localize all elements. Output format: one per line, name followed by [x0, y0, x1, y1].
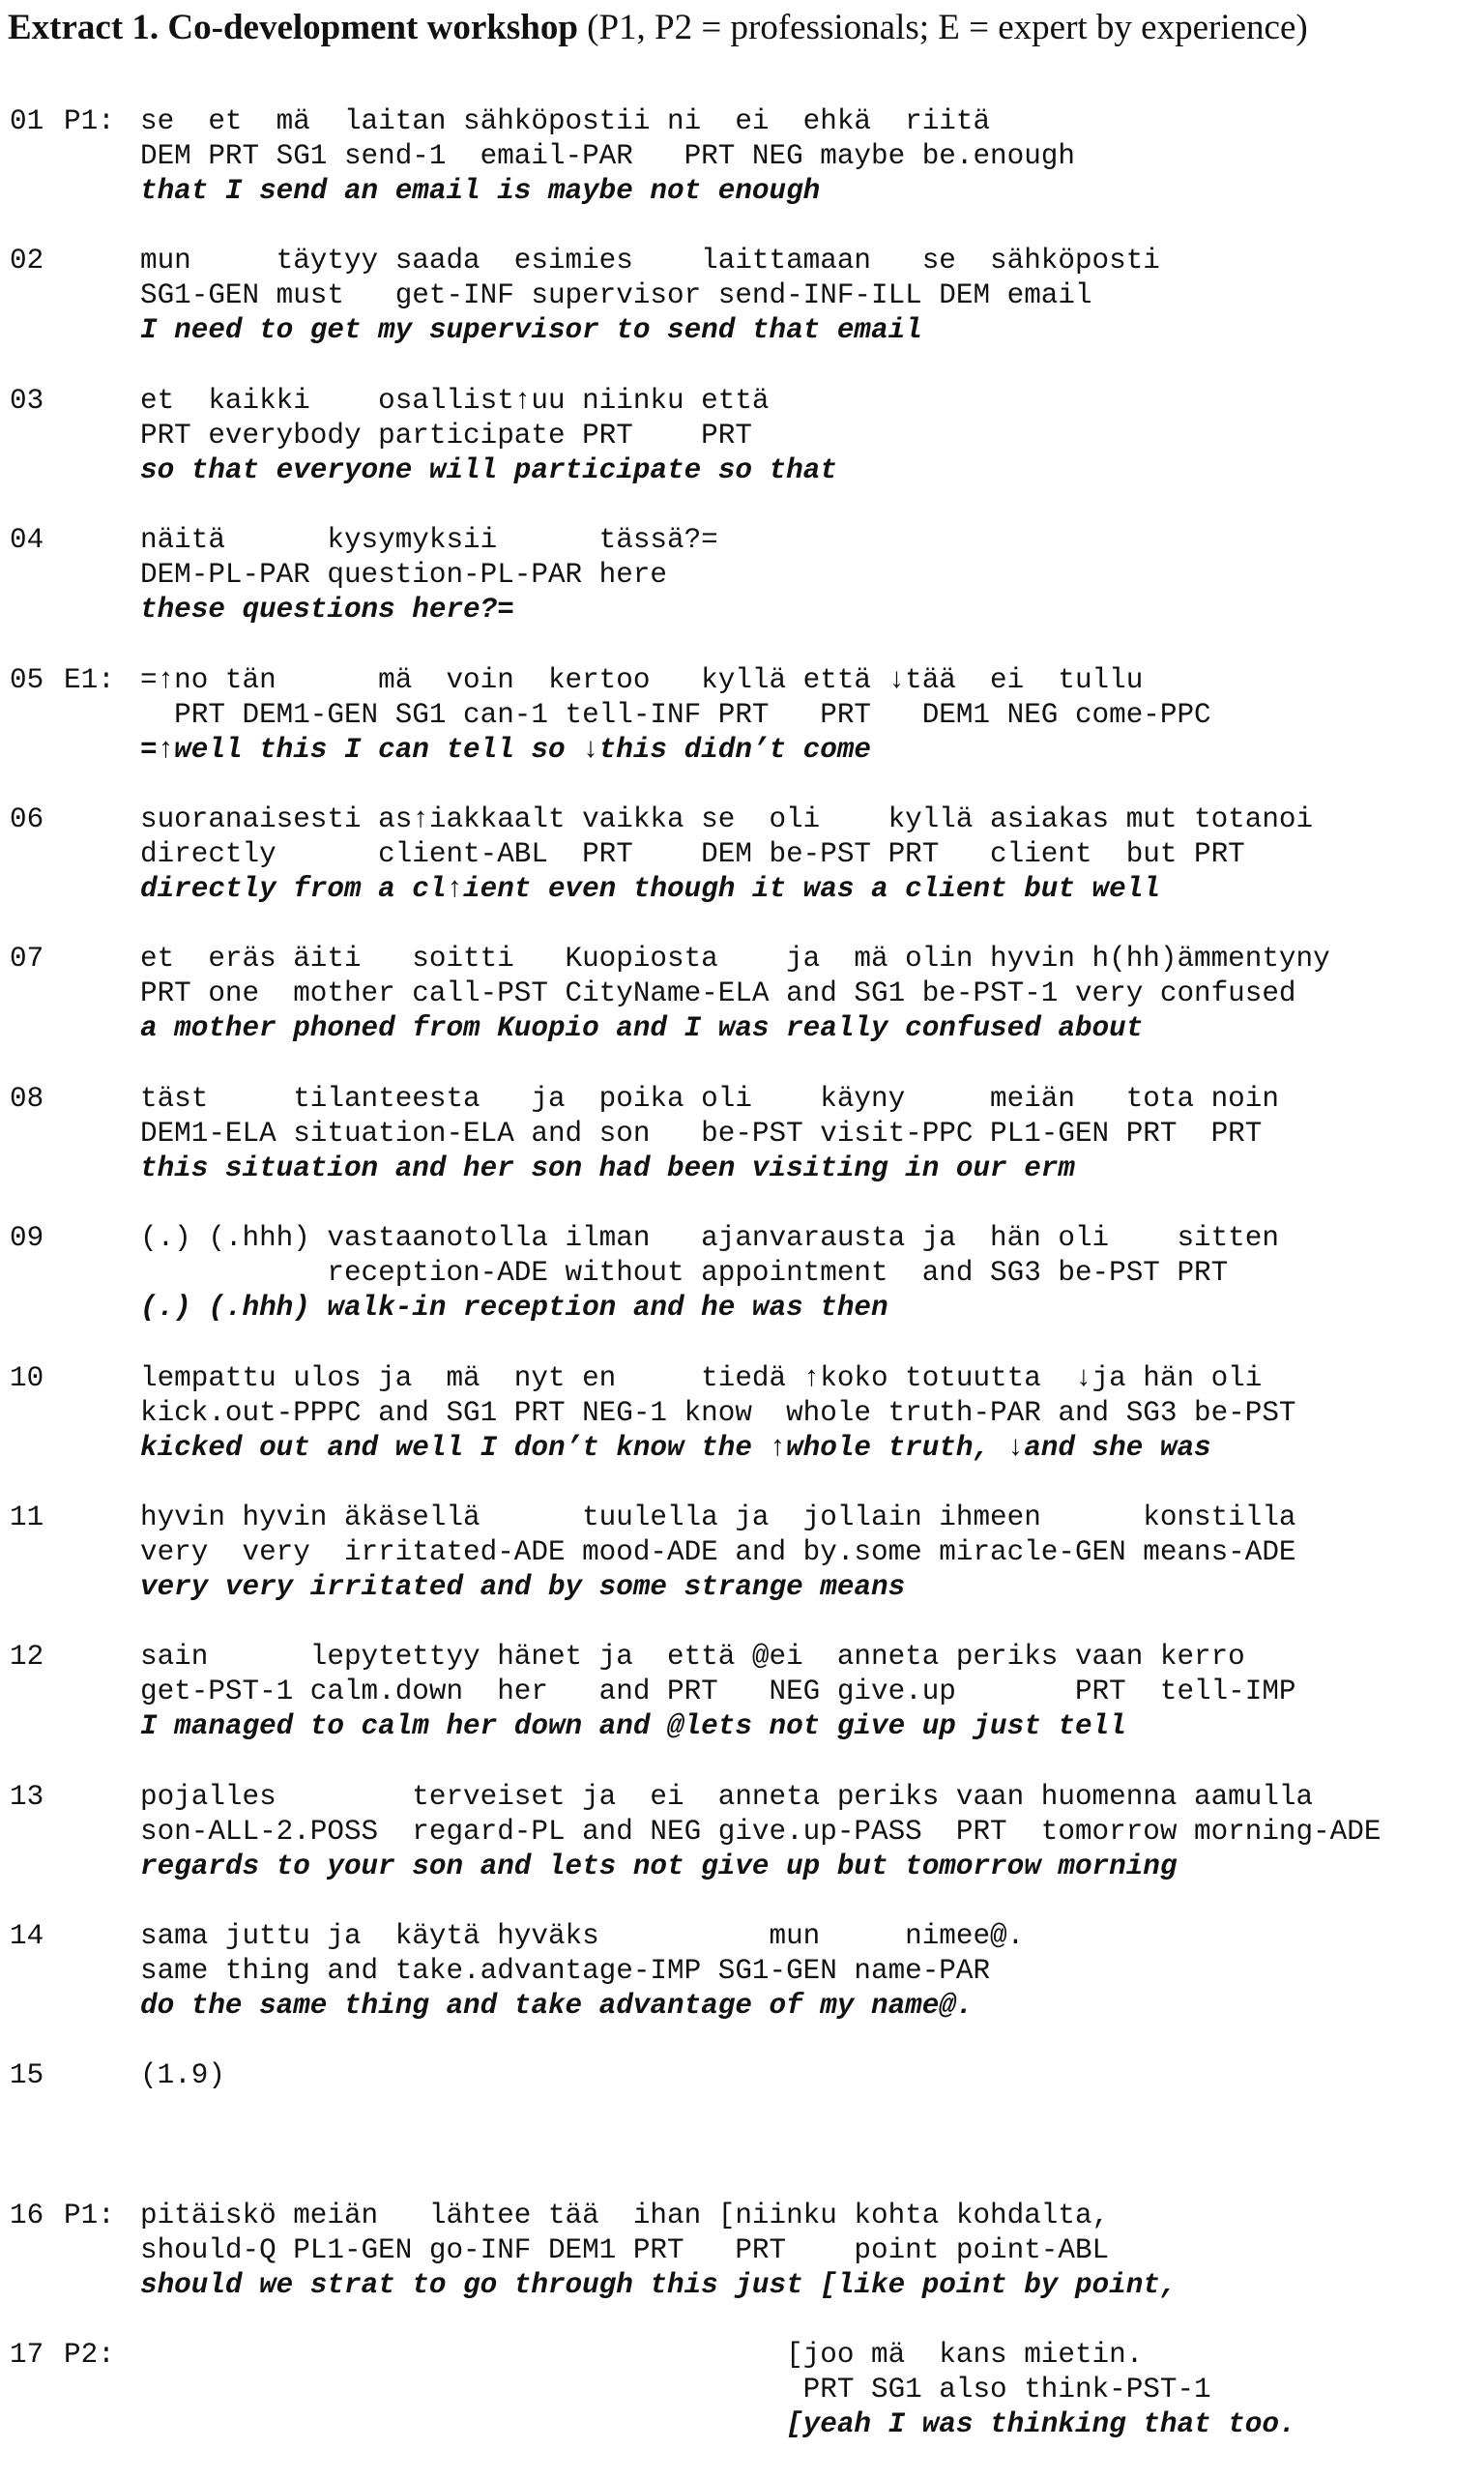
translation-tier: should we strat to go through this just [like point by point, — [140, 2268, 1178, 2301]
transcript-line — [0, 1780, 1484, 1919]
translation-tier: directly from a cl↑ient even though it was a client but well — [140, 872, 1160, 905]
line-tiers — [140, 1640, 1296, 1744]
transcript-line — [0, 1640, 1484, 1779]
line-number: 01 — [10, 105, 44, 137]
line-tiers — [140, 2338, 1296, 2442]
translation-tier: =↑well this I can tell so ↓this didn’t come — [140, 733, 871, 766]
line-tiers — [140, 2058, 225, 2093]
translation-tier: these questions here?= — [140, 594, 514, 627]
line-number: 05 — [10, 663, 44, 696]
translation-tier: I need to get my supervisor to send that email — [140, 314, 922, 347]
gloss-tier: reception-ADE without appointment and SG3 be-PST PRT — [140, 1257, 1229, 1290]
original-tier: [joo mä kans mietin. — [140, 2339, 1144, 2372]
translation-tier: [yeah I was thinking that too. — [140, 2408, 1296, 2441]
transcript-line — [0, 663, 1484, 802]
line-number: 07 — [10, 943, 44, 976]
original-tier: näitä kysymyksii tässä?= — [140, 524, 718, 557]
line-number: 03 — [10, 384, 44, 417]
gloss-tier: PRT one mother call-PST CityName-ELA and SG1 be-PST-1 very confused — [140, 977, 1296, 1010]
transcript-line — [0, 802, 1484, 942]
line-number: 10 — [10, 1361, 44, 1394]
line-tiers — [140, 1780, 1381, 1884]
original-tier: sama juttu ja käytä hyväks mun nimee@. — [140, 1920, 1025, 1953]
original-tier: (.) (.hhh) vastaanotolla ilman ajanvarausta ja hän oli sitten — [140, 1222, 1279, 1255]
transcript-line — [0, 1919, 1484, 2058]
transcript-line — [0, 2058, 1484, 2198]
line-number: 06 — [10, 802, 44, 835]
transcript-line — [0, 1361, 1484, 1501]
original-tier: täst tilanteesta ja poika oli käyny meiän tota noin — [140, 1082, 1279, 1115]
line-number: 02 — [10, 245, 44, 277]
transcript-line — [0, 1221, 1484, 1360]
transcript-line — [0, 942, 1484, 1081]
original-tier: pitäiskö meiän lähtee tää ihan [niinku kohta kohdalta, — [140, 2199, 1110, 2231]
gloss-tier: DEM PRT SG1 send-1 email-PAR PRT NEG maybe be.enough — [140, 140, 1075, 172]
speaker-label: E1: — [64, 663, 115, 696]
line-tiers — [140, 384, 837, 488]
transcript-line — [0, 2338, 1484, 2477]
extract-heading — [8, 4, 1308, 52]
transcript-line — [0, 1082, 1484, 1221]
transcript-line — [0, 384, 1484, 523]
line-number: 14 — [10, 1920, 44, 1953]
translation-tier: I managed to calm her down and @lets not give up just tell — [140, 1710, 1126, 1743]
original-tier: lempattu ulos ja mä nyt en tiedä ↑koko totuutta ↓ja hän oli — [140, 1361, 1263, 1394]
translation-tier: do the same thing and take advantage of my name@. — [140, 1990, 974, 2023]
speaker-label: P1: — [64, 105, 115, 137]
original-tier: mun täytyy saada esimies laittamaan se sähköposti — [140, 245, 1160, 277]
line-number: 16 — [10, 2199, 44, 2231]
transcript-line — [0, 244, 1484, 383]
line-tiers — [140, 1361, 1296, 1466]
line-tiers — [140, 942, 1330, 1046]
translation-tier: very very irritated and by some strange means — [140, 1570, 906, 1603]
line-number: 13 — [10, 1780, 44, 1813]
line-tiers — [140, 104, 1075, 209]
translation-tier: this situation and her son had been visiting in our erm — [140, 1152, 1075, 1184]
gloss-tier: DEM1-ELA situation-ELA and son be-PST visit-PPC PL1-GEN PRT PRT — [140, 1117, 1263, 1150]
speaker-label: P1: — [64, 2199, 115, 2231]
original-tier: hyvin hyvin äkäsellä tuulella ja jollain ihmeen konstilla — [140, 1501, 1296, 1533]
line-number: 17 — [10, 2339, 44, 2372]
gloss-tier: very very irritated-ADE mood-ADE and by.some miracle-GEN means-ADE — [140, 1535, 1296, 1568]
translation-tier: kicked out and well I don’t know the ↑whole truth, ↓and she was — [140, 1431, 1211, 1464]
original-tier: sain lepytettyy hänet ja että @ei anneta periks vaan kerro — [140, 1641, 1245, 1674]
transcript — [0, 104, 1484, 2478]
translation-tier: (.) (.hhh) walk-in reception and he was then — [140, 1292, 888, 1325]
gloss-tier: kick.out-PPPC and SG1 PRT NEG-1 know whole truth-PAR and SG3 be-PST — [140, 1396, 1296, 1429]
line-tiers — [140, 523, 718, 627]
gloss-tier: directly client-ABL PRT DEM be-PST PRT client but PRT — [140, 837, 1245, 870]
gloss-tier: SG1-GEN must get-INF supervisor send-INF-ILL DEM email — [140, 279, 1092, 312]
line-number: 09 — [10, 1222, 44, 1255]
line-number: 15 — [10, 2059, 44, 2092]
line-tiers — [140, 1221, 1279, 1326]
line-tiers — [140, 802, 1313, 907]
transcript-line — [0, 104, 1484, 244]
line-number: 04 — [10, 524, 44, 557]
original-tier: suoranaisesti as↑iakkaalt vaikka se oli kyllä asiakas mut totanoi — [140, 802, 1314, 835]
gloss-tier: son-ALL-2.POSS regard-PL and NEG give.up-PASS PRT tomorrow morning-ADE — [140, 1815, 1382, 1848]
transcript-line — [0, 523, 1484, 662]
line-tiers — [140, 244, 1160, 348]
translation-tier: regards to your son and lets not give up but tomorrow morning — [140, 1850, 1178, 1882]
line-tiers — [140, 663, 1211, 768]
line-number: 12 — [10, 1641, 44, 1674]
extract-title: Extract 1. Co-development workshop — [8, 8, 578, 47]
gloss-tier: PRT everybody participate PRT PRT — [140, 419, 752, 452]
gloss-tier: same thing and take.advantage-IMP SG1-GEN name-PAR — [140, 1955, 991, 1988]
line-tiers — [140, 1501, 1296, 1605]
line-tiers — [140, 1919, 1024, 2024]
original-tier: pojalles terveiset ja ei anneta periks vaan huomenna aamulla — [140, 1780, 1314, 1813]
transcript-line — [0, 1501, 1484, 1640]
transcript-line — [0, 2199, 1484, 2338]
translation-tier: a mother phoned from Kuopio and I was really confused about — [140, 1012, 1144, 1045]
gloss-tier: PRT SG1 also think-PST-1 — [140, 2374, 1211, 2406]
translation-tier: so that everyone will participate so that — [140, 453, 837, 486]
translation-tier: that I send an email is maybe not enough — [140, 175, 821, 207]
line-number: 11 — [10, 1501, 44, 1533]
original-tier: et eräs äiti soitti Kuopiosta ja mä olin hyvin h(hh)ämmentyny — [140, 943, 1330, 976]
original-tier: et kaikki osallist↑uu niinku että — [140, 384, 770, 417]
line-tiers — [140, 1082, 1279, 1186]
original-tier: (1.9) — [140, 2059, 225, 2092]
gloss-tier: should-Q PL1-GEN go-INF DEM1 PRT PRT point point-ABL — [140, 2233, 1110, 2266]
participant-legend: (P1, P2 = professionals; E = expert by experience) — [577, 8, 1308, 47]
line-tiers — [140, 2199, 1177, 2303]
gloss-tier: PRT DEM1-GEN SG1 can-1 tell-INF PRT PRT DEM1 NEG come-PPC — [140, 698, 1211, 731]
speaker-label: P2: — [64, 2339, 115, 2372]
original-tier: se et mä laitan sähköpostii ni ei ehkä riitä — [140, 105, 991, 137]
gloss-tier: DEM-PL-PAR question-PL-PAR here — [140, 559, 668, 592]
original-tier: =↑no tän mä voin kertoo kyllä että ↓tää ei tullu — [140, 663, 1144, 696]
line-number: 08 — [10, 1082, 44, 1115]
gloss-tier: get-PST-1 calm.down her and PRT NEG give.up PRT tell-IMP — [140, 1676, 1296, 1708]
